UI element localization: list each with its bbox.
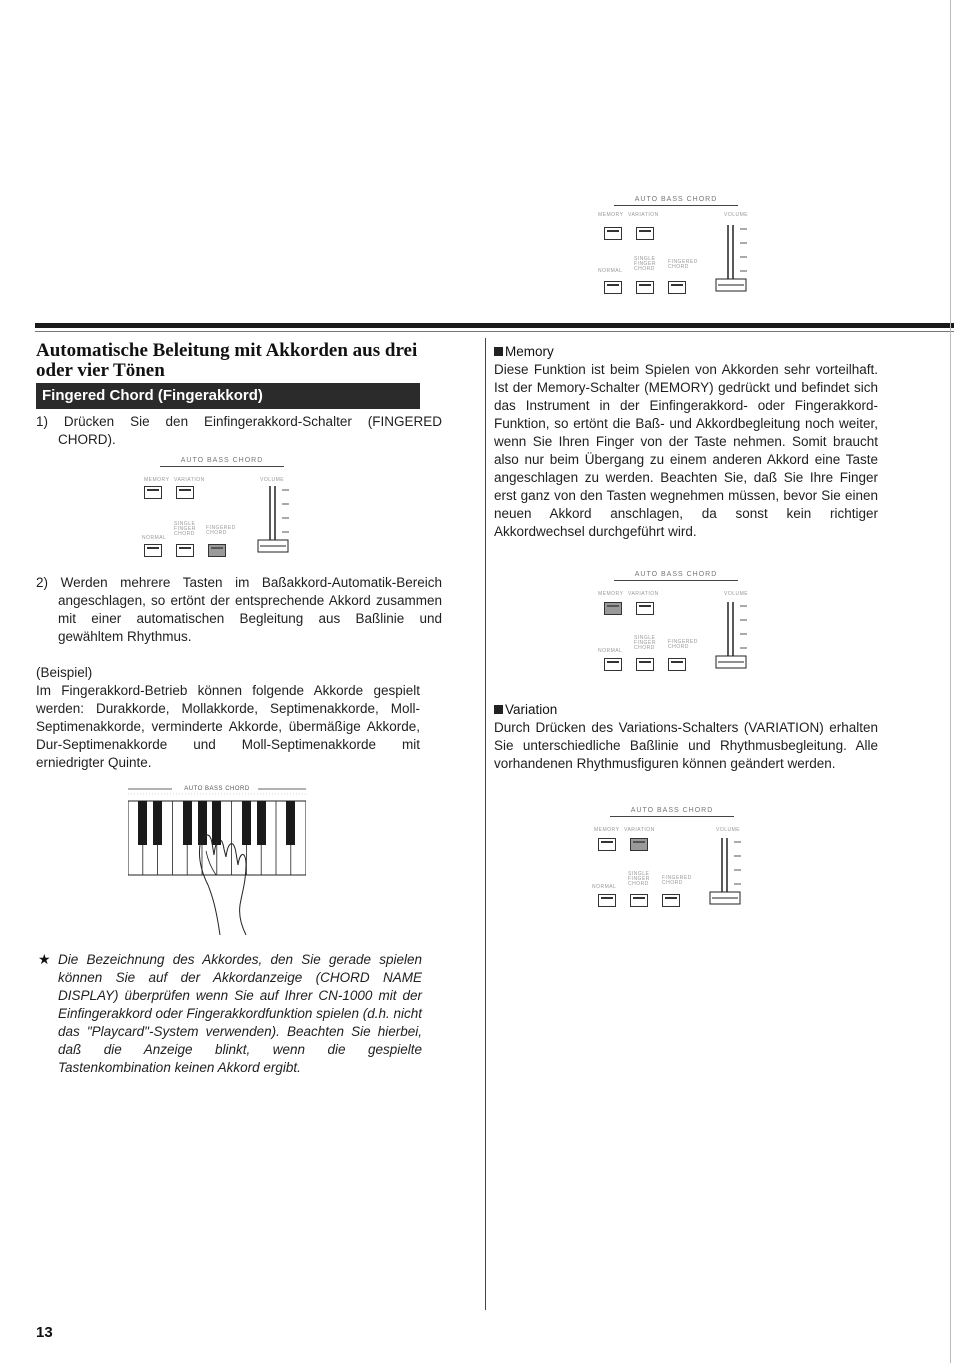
step-1: 1) Drücken Sie den Einfingerakkord-Schalter (FINGERED CHORD).	[36, 414, 442, 447]
panel-title: AUTO BASS CHORD	[614, 195, 738, 206]
keyboard-illustration	[128, 785, 306, 935]
fingered-label: FINGERED CHORD	[206, 525, 236, 536]
normal-button	[144, 544, 162, 557]
single-finger-label: SINGLE FINGER CHORD	[174, 521, 196, 537]
variation-button	[630, 838, 648, 851]
page-edge	[950, 0, 951, 1363]
chord-display-note: Die Bezeichnung des Akkordes, den Sie gerade spielen können Sie auf der Akkordanzeige (CHORD NAME DISPLAY) überprüfen wenn Sie auf Ihrer CN-1000 mit der Einfingerakkord oder Fingerakkordfunktion spielen (d.h. nicht das "Playcard"-System verwenden). Beachten Sie hierbei, daß die Anzeige blinkt, wenn die gespielte Tastenkombination keinen Akkord ergibt.	[58, 952, 422, 1075]
single-finger-label: SINGLE FINGER CHORD	[628, 871, 650, 887]
normal-button	[604, 658, 622, 671]
keyboard-title: AUTO BASS CHORD	[184, 786, 250, 792]
panel-title: AUTO BASS CHORD	[614, 570, 738, 581]
normal-button	[598, 894, 616, 907]
variation-label: VARIATION	[628, 212, 659, 218]
variation-heading	[494, 701, 557, 719]
memory-button	[598, 838, 616, 851]
page-number: 13	[36, 1324, 53, 1341]
memory-label: MEMORY	[594, 827, 620, 833]
volume-slider	[714, 600, 750, 672]
memory-button	[604, 602, 622, 615]
volume-slider	[708, 836, 744, 908]
variation-panel-diagram	[592, 806, 752, 898]
memory-heading-text: Memory	[505, 344, 554, 359]
panel-title: AUTO BASS CHORD	[610, 806, 734, 817]
square-bullet-icon	[494, 347, 503, 356]
keyboard-with-hand-drawing	[128, 785, 306, 935]
example-text: Im Fingerakkord-Betrieb können folgende Akkorde gespielt werden: Durakkorde, Mollakkorde, Septimenakkorde, Moll-Septimenakkorde, verminderte Akkorde, übermäßige Akkorde, Dur-Septimenakkorde und Moll-Septimenakkorde mit erniedrigter Quinte.	[36, 683, 420, 770]
single-finger-button	[636, 281, 654, 294]
top-panel-diagram	[596, 195, 756, 287]
variation-button	[176, 486, 194, 499]
fingered-label: FINGERED CHORD	[668, 639, 698, 650]
variation-label: VARIATION	[624, 827, 655, 833]
volume-slider	[714, 223, 750, 295]
fingered-button	[668, 281, 686, 294]
panel-title: AUTO BASS CHORD	[160, 456, 284, 467]
single-finger-label: SINGLE FINGER CHORD	[634, 256, 656, 272]
memory-label: MEMORY	[144, 477, 170, 483]
fingered-label: FINGERED CHORD	[662, 875, 692, 886]
variation-label: VARIATION	[628, 591, 659, 597]
single-finger-button	[636, 658, 654, 671]
section-rule-thin	[35, 331, 954, 332]
section-banner: Fingered Chord (Fingerakkord)	[36, 383, 420, 409]
fingered-label: FINGERED CHORD	[668, 259, 698, 270]
memory-panel-diagram	[596, 570, 756, 662]
fingered-button	[668, 658, 686, 671]
page-heading: Automatische Beleitung mit Akkorden aus drei oder vier Tönen	[36, 340, 418, 381]
volume-label: VOLUME	[260, 477, 285, 483]
normal-button	[604, 281, 622, 294]
memory-label: MEMORY	[598, 212, 624, 218]
fingered-button	[662, 894, 680, 907]
memory-button	[604, 227, 622, 240]
column-divider	[485, 338, 486, 1310]
example-label: (Beispiel)	[36, 665, 93, 680]
note-star: ★	[38, 951, 51, 967]
normal-label: NORMAL	[142, 535, 167, 541]
volume-slider	[256, 484, 292, 556]
section-rule	[35, 323, 954, 328]
single-finger-button	[630, 894, 648, 907]
variation-button	[636, 602, 654, 615]
normal-label: NORMAL	[598, 648, 623, 654]
memory-button	[144, 486, 162, 499]
memory-label: MEMORY	[598, 591, 624, 597]
step-2: 2) Werden mehrere Tasten im Baßakkord-Automatik-Bereich angeschlagen, so ertönt der entsprechende Akkord zusammen mit einer automatischen Begleitung aus Baßlinie und gewähltem Rhythmus.	[36, 575, 442, 644]
normal-label: NORMAL	[592, 884, 617, 890]
variation-text: Durch Drücken des Variations-Schalters (VARIATION) erhalten Sie unterschiedliche Baßlinie und Rhythmusbegleitung. Alle vorhandenen Rhythmusfiguren können geändert werden.	[494, 720, 878, 771]
volume-label: VOLUME	[716, 827, 741, 833]
memory-text: Diese Funktion ist beim Spielen von Akkorden sehr vorteilhaft. Ist der Memory-Schalter (MEMORY) gedrückt und befindet sich das Instrument in der Einfingerakkord- oder Fingerakkord-Funktion, so ertönt die Baß- und Akkordbegleitung noch weiter, wenn Sie Ihren Finger von der Taste nehmen. Somit braucht also nur beim Übergang zu einem anderen Akkord eine Taste angeschlagen zu werden. Beachten Sie, daß Sie Ihre Finger erst ganz von den Tasten wegnehmen müssen, bevor Sie einen neuen Akkord anschlagen, da sonst kein richtiger Akkordwechsel durchgeführt wird.	[494, 362, 878, 539]
volume-label: VOLUME	[724, 591, 749, 597]
volume-label: VOLUME	[724, 212, 749, 218]
single-finger-button	[176, 544, 194, 557]
single-finger-label: SINGLE FINGER CHORD	[634, 635, 656, 651]
variation-heading-text: Variation	[505, 702, 558, 717]
square-bullet-icon	[494, 705, 503, 714]
fingered-panel-diagram	[142, 456, 302, 548]
normal-label: NORMAL	[598, 268, 623, 274]
fingered-button	[208, 544, 226, 557]
variation-label: VARIATION	[174, 477, 205, 483]
memory-heading	[494, 343, 554, 361]
variation-button	[636, 227, 654, 240]
